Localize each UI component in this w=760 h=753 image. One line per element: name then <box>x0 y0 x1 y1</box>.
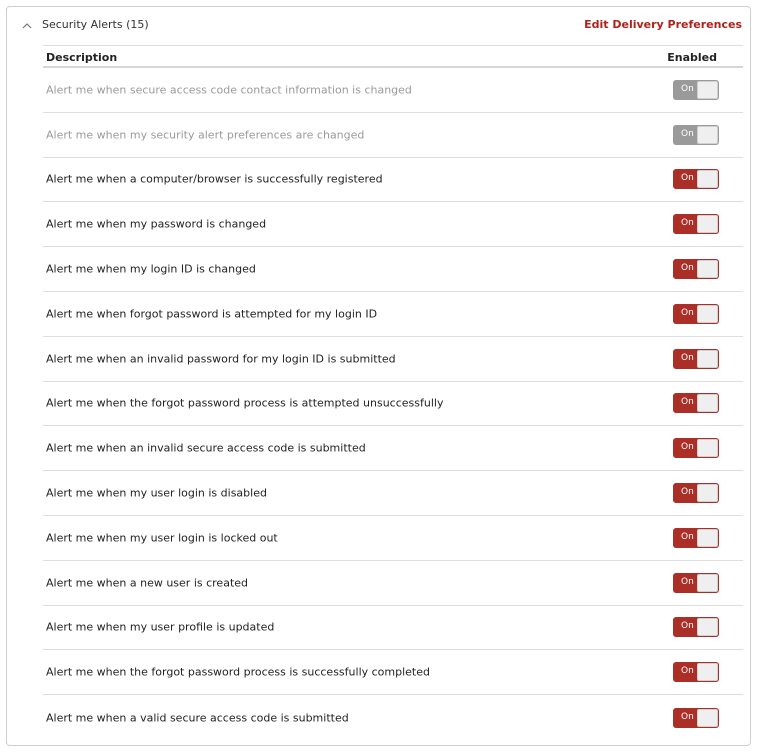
toggle-knob <box>697 618 718 636</box>
toggle-state-label: On <box>681 711 694 722</box>
alert-toggle[interactable] <box>673 438 719 458</box>
table-row <box>43 382 743 427</box>
security-alerts-panel <box>6 6 751 746</box>
alerts-list <box>43 68 743 740</box>
alert-description: Alert me when my password is changed <box>46 217 267 231</box>
alert-toggle[interactable] <box>673 573 719 593</box>
toggle-state-label: On <box>681 307 694 318</box>
alert-description: Alert me when my user login is locked out <box>46 531 278 545</box>
toggle-knob <box>697 260 718 278</box>
alert-toggle[interactable] <box>673 708 719 728</box>
table-row <box>43 695 743 740</box>
alert-toggle[interactable] <box>673 214 719 234</box>
alert-description: Alert me when a new user is created <box>46 576 249 590</box>
table-row <box>43 561 743 606</box>
alert-toggle[interactable] <box>673 259 719 279</box>
alert-description: Alert me when forgot password is attempted for my login ID <box>46 307 378 321</box>
toggle-knob <box>697 439 718 457</box>
table-row <box>43 113 743 158</box>
table-row <box>43 202 743 247</box>
toggle-knob <box>697 126 718 144</box>
toggle-state-label: On <box>681 218 694 229</box>
alert-toggle[interactable] <box>673 617 719 637</box>
alert-toggle[interactable] <box>673 662 719 682</box>
panel-header <box>7 7 750 45</box>
toggle-knob <box>697 394 718 412</box>
toggle-knob <box>697 709 718 727</box>
toggle-knob <box>697 350 718 368</box>
table-row <box>43 292 743 337</box>
toggle-state-label: On <box>681 263 694 274</box>
chevron-up-icon[interactable] <box>21 20 33 32</box>
alert-description: Alert me when an invalid secure access code is submitted <box>46 441 366 455</box>
toggle-state-label: On <box>681 487 694 498</box>
alerts-table <box>43 45 743 740</box>
toggle-knob <box>697 305 718 323</box>
alert-toggle[interactable] <box>673 169 719 189</box>
toggle-state-label: On <box>681 128 694 139</box>
toggle-state-label: On <box>681 397 694 408</box>
toggle-state-label: On <box>681 83 694 94</box>
toggle-state-label: On <box>681 531 694 542</box>
alert-toggle[interactable] <box>673 483 719 503</box>
toggle-state-label: On <box>681 352 694 363</box>
alert-description: Alert me when the forgot password process is successfully completed <box>46 665 430 679</box>
column-header-description: Description <box>46 51 118 64</box>
table-row <box>43 337 743 382</box>
alert-description: Alert me when my security alert preferences are changed <box>46 128 365 142</box>
alert-toggle[interactable] <box>673 528 719 548</box>
toggle-knob <box>697 529 718 547</box>
table-row <box>43 247 743 292</box>
table-row <box>43 606 743 651</box>
toggle-knob <box>697 170 718 188</box>
alert-toggle[interactable] <box>673 304 719 324</box>
alert-toggle[interactable] <box>673 393 719 413</box>
toggle-knob <box>697 663 718 681</box>
toggle-knob <box>697 484 718 502</box>
toggle-state-label: On <box>681 621 694 632</box>
alert-description: Alert me when my user login is disabled <box>46 486 267 500</box>
toggle-state-label: On <box>681 576 694 587</box>
table-row <box>43 68 743 113</box>
alert-description: Alert me when a computer/browser is successfully registered <box>46 172 383 186</box>
alert-description: Alert me when my user profile is updated <box>46 620 275 634</box>
table-row <box>43 426 743 471</box>
edit-delivery-preferences-link[interactable]: Edit Delivery Preferences <box>584 18 742 31</box>
alert-description: Alert me when my login ID is changed <box>46 262 256 276</box>
alert-description: Alert me when an invalid password for my login ID is submitted <box>46 352 396 366</box>
toggle-state-label: On <box>681 666 694 677</box>
toggle-knob <box>697 215 718 233</box>
toggle-state-label: On <box>681 442 694 453</box>
table-row <box>43 516 743 561</box>
toggle-knob <box>697 574 718 592</box>
alert-toggle[interactable] <box>673 349 719 369</box>
alert-toggle <box>673 80 719 100</box>
alert-toggle <box>673 125 719 145</box>
table-header <box>43 45 743 68</box>
toggle-knob <box>697 81 718 99</box>
alert-description: Alert me when secure access code contact information is changed <box>46 83 412 97</box>
alert-description: Alert me when the forgot password process is attempted unsuccessfully <box>46 396 444 410</box>
toggle-state-label: On <box>681 173 694 184</box>
panel-title: Security Alerts (15) <box>42 18 149 31</box>
alert-description: Alert me when a valid secure access code is submitted <box>46 711 349 725</box>
column-header-enabled: Enabled <box>667 51 717 64</box>
table-row <box>43 650 743 695</box>
table-row <box>43 158 743 203</box>
table-row <box>43 471 743 516</box>
